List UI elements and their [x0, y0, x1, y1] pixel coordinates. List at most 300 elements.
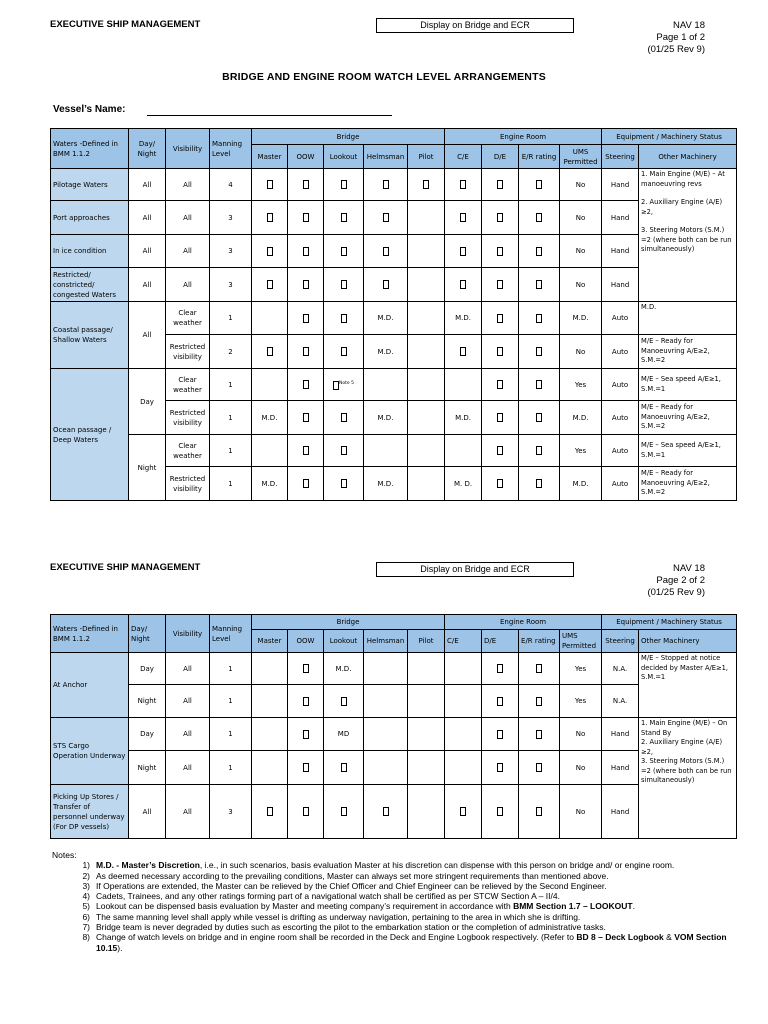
other-machinery-cell: [639, 169, 737, 302]
checkbox-icon: [303, 446, 309, 455]
oow-cell: [288, 467, 324, 501]
master-cell: [252, 369, 288, 401]
oow-cell: [288, 302, 324, 335]
er-rating-cell: [519, 685, 560, 718]
note-number: 1): [82, 860, 90, 871]
checkbox-icon: [497, 479, 503, 488]
document-reference: [585, 563, 705, 599]
helmsman-cell: [364, 169, 408, 201]
visibility-cell: All: [166, 785, 210, 839]
col-pilot: Pilot: [408, 145, 445, 169]
col-day-night: Day/ Night: [129, 615, 166, 653]
checkbox-icon: [497, 664, 503, 673]
col-de: D/E: [482, 630, 519, 653]
visibility-cell: All: [166, 685, 210, 718]
checkbox-icon: [536, 380, 542, 389]
note-number: 6): [82, 911, 90, 922]
er-rating-cell: [519, 369, 560, 401]
lookout-cell: [324, 201, 364, 235]
pilot-cell: [408, 201, 445, 235]
steering-cell: Hand: [602, 268, 639, 302]
ums-cell: No: [560, 718, 602, 751]
helmsman-cell: M.D.: [364, 467, 408, 501]
ums-cell: No: [560, 169, 602, 201]
steering-cell: Hand: [602, 718, 639, 751]
lookout-cell: [324, 302, 364, 335]
col-helmsman: Helmsman: [364, 630, 408, 653]
lookout-cell: [324, 401, 364, 435]
notes-heading: Notes:: [52, 850, 77, 860]
ce-cell: [445, 335, 482, 369]
steering-cell: Hand: [602, 235, 639, 268]
form-code: NAV 18: [672, 20, 705, 31]
checkbox-icon: [341, 180, 347, 189]
col-ce: C/E: [445, 145, 482, 169]
master-cell: [252, 201, 288, 235]
master-cell: [252, 268, 288, 302]
other-machinery-cell: M/E – Ready for Manoeuvring A/E≥2, S.M.=2: [639, 467, 737, 501]
note-text: As deemed necessary according to the prevailing conditions, Master can always set more stringent requirements than mentioned above.: [96, 870, 609, 881]
note-number: 3): [82, 880, 90, 891]
note-text: Change of watch levels on bridge and in engine room shall be recorded in the Deck and Engine Logbook respectively. (Refer to: [96, 932, 577, 943]
checkbox-icon: [497, 180, 503, 189]
lookout-cell: [324, 335, 364, 369]
waters-cell: Ocean passage / Deep Waters: [51, 369, 129, 501]
helmsman-cell: [364, 369, 408, 401]
waters-cell: Picking Up Stores / Transfer of personnel underway (For DP vessels): [51, 785, 129, 839]
day-night-cell: All: [129, 235, 166, 268]
oow-cell: [288, 401, 324, 435]
pilot-cell: [408, 235, 445, 268]
note-tail: ).: [117, 942, 123, 953]
checkbox-icon: [303, 697, 309, 706]
pilot-cell: [408, 718, 445, 751]
checkbox-icon: [341, 413, 347, 422]
machinery-line: 3. Steering Motors (S.M.) =2 (where both can be run simultaneously): [641, 226, 732, 253]
de-cell: [482, 751, 519, 785]
checkbox-icon: [303, 664, 309, 673]
checkbox-icon: [497, 213, 503, 222]
ce-cell: M. D.: [445, 467, 482, 501]
checkbox-icon: [303, 213, 309, 222]
visibility-cell: All: [166, 268, 210, 302]
pilot-cell: [408, 751, 445, 785]
machinery-line: 1. Main Engine (M/E) – On Stand By: [641, 719, 728, 737]
de-cell: [482, 685, 519, 718]
table-row: [51, 169, 737, 201]
pilot-cell: [408, 302, 445, 335]
helmsman-cell: M.D.: [364, 302, 408, 335]
page-title: BRIDGE AND ENGINE ROOM WATCH LEVEL ARRANGEMENTS: [222, 71, 546, 83]
er-rating-cell: [519, 268, 560, 302]
helmsman-cell: [364, 685, 408, 718]
oow-cell: [288, 235, 324, 268]
ce-cell: [445, 369, 482, 401]
er-rating-cell: [519, 751, 560, 785]
table-row: [51, 751, 737, 785]
col-steering: Steering: [602, 630, 639, 653]
manning-cell: 1: [210, 401, 252, 435]
checkbox-icon: [341, 446, 347, 455]
checkbox-icon: [497, 807, 503, 816]
note-item: [52, 860, 742, 870]
ums-cell: No: [560, 201, 602, 235]
visibility-cell: Clear weather: [166, 302, 210, 335]
master-cell: M.D.: [252, 401, 288, 435]
visibility-cell: All: [166, 169, 210, 201]
group-equipment: Equipment / Machinery Status: [602, 129, 737, 145]
checkbox-icon: [497, 446, 503, 455]
master-cell: [252, 685, 288, 718]
checkbox-icon: [267, 247, 273, 256]
revision: (01/25 Rev 9): [647, 587, 705, 598]
de-cell: [482, 201, 519, 235]
checkbox-icon: [536, 247, 542, 256]
pilot-cell: [408, 169, 445, 201]
col-helmsman: Helmsman: [364, 145, 408, 169]
lookout-cell: [324, 169, 364, 201]
checkbox-icon: [423, 180, 429, 189]
col-day-night: Day/ Night: [129, 129, 166, 169]
de-cell: [482, 467, 519, 501]
table-row: [51, 268, 737, 302]
col-er-rating: E/R rating: [519, 145, 560, 169]
de-cell: [482, 653, 519, 685]
checkbox-icon: [497, 247, 503, 256]
machinery-line: 2. Auxiliary Engine (A/E) ≥2,: [641, 738, 723, 756]
display-location-box: Display on Bridge and ECR: [376, 562, 574, 577]
checkbox-icon: [536, 479, 542, 488]
master-cell: [252, 169, 288, 201]
checkbox-icon: [303, 413, 309, 422]
checkbox-icon: [383, 807, 389, 816]
er-rating-cell: [519, 302, 560, 335]
er-rating-cell: [519, 435, 560, 467]
display-location-box: Display on Bridge and ECR: [376, 18, 574, 33]
col-manning-level: Manning Level: [210, 615, 252, 653]
pilot-cell: [408, 685, 445, 718]
ums-cell: Yes: [560, 685, 602, 718]
steering-cell: N.A.: [602, 685, 639, 718]
checkbox-icon: [341, 314, 347, 323]
form-code: NAV 18: [672, 563, 705, 574]
group-engine-room: Engine Room: [445, 615, 602, 630]
col-visibility: Visibility: [166, 129, 210, 169]
checkbox-icon: [536, 413, 542, 422]
lookout-cell: [324, 685, 364, 718]
waters-cell: At Anchor: [51, 653, 129, 718]
manning-cell: 3: [210, 268, 252, 302]
document-reference: [585, 20, 705, 56]
master-cell: [252, 235, 288, 268]
day-night-cell: Night: [129, 435, 166, 501]
col-de: D/E: [482, 145, 519, 169]
oow-cell: [288, 751, 324, 785]
manning-cell: 3: [210, 235, 252, 268]
other-machinery-cell: M/E – Stopped at notice decided by Master A/E≥1, S.M.=1: [639, 653, 737, 718]
note-number: 5): [82, 901, 90, 912]
note-reference: Note 5: [339, 380, 354, 386]
manning-cell: 1: [210, 369, 252, 401]
ums-cell: No: [560, 268, 602, 302]
col-waters: Waters -Defined in BMM 1.1.2: [51, 129, 129, 169]
checkbox-icon: [497, 697, 503, 706]
note-item: [52, 891, 742, 901]
ce-cell: [445, 685, 482, 718]
oow-cell: [288, 169, 324, 201]
ce-cell: [445, 653, 482, 685]
checkbox-icon: [497, 347, 503, 356]
page-number: Page 2 of 2: [656, 575, 705, 586]
de-cell: [482, 268, 519, 302]
visibility-cell: Clear weather: [166, 369, 210, 401]
master-cell: [252, 435, 288, 467]
er-rating-cell: [519, 785, 560, 839]
checkbox-icon: [341, 280, 347, 289]
checkbox-icon: [303, 347, 309, 356]
table-row: [51, 718, 737, 751]
checkbox-icon: [383, 280, 389, 289]
other-machinery-cell: M/E – Ready for Manoeuvring A/E≥2, S.M.=2: [639, 335, 737, 369]
group-engine-room: Engine Room: [445, 129, 602, 145]
manning-cell: 2: [210, 335, 252, 369]
table-row: [51, 435, 737, 467]
master-cell: M.D.: [252, 467, 288, 501]
checkbox-icon: [303, 807, 309, 816]
er-rating-cell: [519, 201, 560, 235]
helmsman-cell: [364, 785, 408, 839]
lookout-cell: MD: [324, 718, 364, 751]
checkbox-icon: [497, 280, 503, 289]
steering-cell: Auto: [602, 302, 639, 335]
company-name: EXECUTIVE SHIP MANAGEMENT: [50, 562, 201, 573]
company-name: EXECUTIVE SHIP MANAGEMENT: [50, 19, 201, 30]
ce-cell: [445, 718, 482, 751]
checkbox-icon: [497, 413, 503, 422]
machinery-line: 2. Auxiliary Engine (A/E) ≥2,: [641, 198, 723, 216]
note-bold: VOM Section 10.15: [96, 932, 727, 953]
col-ums: UMS Permitted: [560, 630, 602, 653]
de-cell: [482, 169, 519, 201]
checkbox-icon: [536, 763, 542, 772]
pilot-cell: [408, 653, 445, 685]
master-cell: [252, 785, 288, 839]
lookout-cell: [324, 369, 364, 401]
checkbox-icon: [303, 479, 309, 488]
ce-cell: [445, 785, 482, 839]
checkbox-icon: [536, 730, 542, 739]
checkbox-icon: [303, 730, 309, 739]
table-row: [51, 369, 737, 401]
col-master: Master: [252, 630, 288, 653]
checkbox-icon: [267, 280, 273, 289]
note-text: Bridge team is never degraded by duties such as escorting the pilot to the embarkation station or the completion of administrative tasks.: [96, 922, 606, 933]
helmsman-cell: M.D.: [364, 335, 408, 369]
checkbox-icon: [341, 213, 347, 222]
waters-cell: STS Cargo Operation Underway: [51, 718, 129, 785]
note-text: If Operations are extended, the Master can be relieved by the Chief Officer and Chief Engineer can be relieved by the Second Engineer.: [96, 880, 607, 891]
pilot-cell: [408, 467, 445, 501]
er-rating-cell: [519, 235, 560, 268]
steering-cell: Auto: [602, 401, 639, 435]
checkbox-icon: [497, 763, 503, 772]
steering-cell: Auto: [602, 467, 639, 501]
ums-cell: Yes: [560, 653, 602, 685]
oow-cell: [288, 369, 324, 401]
checkbox-icon: [460, 213, 466, 222]
steering-cell: Auto: [602, 369, 639, 401]
ums-cell: No: [560, 785, 602, 839]
lookout-cell: [324, 467, 364, 501]
helmsman-cell: [364, 718, 408, 751]
checkbox-icon: [303, 247, 309, 256]
day-night-cell: Night: [129, 751, 166, 785]
ums-cell: M.D.: [560, 467, 602, 501]
machinery-line: 3. Steering Motors (S.M.) =2 (where both can be run simultaneously): [641, 757, 732, 784]
visibility-cell: Restricted visibility: [166, 467, 210, 501]
checkbox-icon: [460, 180, 466, 189]
checkbox-icon: [303, 380, 309, 389]
master-cell: [252, 751, 288, 785]
note-item: [52, 912, 742, 922]
vessel-name-field[interactable]: [147, 115, 392, 116]
lookout-cell: [324, 751, 364, 785]
checkbox-icon: [497, 380, 503, 389]
manning-cell: 1: [210, 653, 252, 685]
oow-cell: [288, 653, 324, 685]
steering-cell: Auto: [602, 335, 639, 369]
note-tail: .: [632, 901, 635, 912]
checkbox-icon: [536, 280, 542, 289]
helmsman-cell: [364, 653, 408, 685]
day-night-cell: All: [129, 169, 166, 201]
visibility-cell: All: [166, 235, 210, 268]
checkbox-icon: [536, 213, 542, 222]
checkbox-icon: [383, 247, 389, 256]
col-lookout: Lookout: [324, 630, 364, 653]
visibility-cell: All: [166, 653, 210, 685]
other-machinery-cell: M.D.: [639, 302, 737, 335]
ums-cell: No: [560, 235, 602, 268]
er-rating-cell: [519, 169, 560, 201]
visibility-cell: Restricted visibility: [166, 401, 210, 435]
oow-cell: [288, 435, 324, 467]
manning-cell: 1: [210, 685, 252, 718]
table-row: [51, 653, 737, 685]
steering-cell: Hand: [602, 751, 639, 785]
note-bold: BMM Section 1.7 – LOOKOUT: [513, 901, 633, 912]
lookout-cell: [324, 435, 364, 467]
steering-cell: Auto: [602, 435, 639, 467]
checkbox-icon: [267, 807, 273, 816]
ce-cell: [445, 435, 482, 467]
checkbox-icon: [460, 280, 466, 289]
helmsman-cell: [364, 201, 408, 235]
steering-cell: Hand: [602, 201, 639, 235]
col-ums: UMS Permitted: [560, 145, 602, 169]
de-cell: [482, 785, 519, 839]
day-night-cell: Day: [129, 653, 166, 685]
note-item: [52, 881, 742, 891]
checkbox-icon: [497, 730, 503, 739]
col-oow: OOW: [288, 145, 324, 169]
de-cell: [482, 718, 519, 751]
group-equipment: Equipment / Machinery Status: [602, 615, 737, 630]
header-row-1: [51, 615, 737, 630]
checkbox-icon: [341, 247, 347, 256]
revision: (01/25 Rev 9): [647, 44, 705, 55]
col-pilot: Pilot: [408, 630, 445, 653]
manning-cell: 4: [210, 169, 252, 201]
checkbox-icon: [341, 347, 347, 356]
er-rating-cell: [519, 467, 560, 501]
note-mid: &: [663, 932, 675, 943]
de-cell: [482, 235, 519, 268]
note-item: [52, 871, 742, 881]
checkbox-icon: [383, 213, 389, 222]
visibility-cell: All: [166, 718, 210, 751]
pilot-cell: [408, 435, 445, 467]
ce-cell: [445, 751, 482, 785]
ums-cell: Yes: [560, 435, 602, 467]
note-text: The same manning level shall apply while vessel is drifting as underway navigation, pertaining to the area in which she is drifting.: [96, 911, 581, 922]
col-oow: OOW: [288, 630, 324, 653]
manning-cell: 1: [210, 718, 252, 751]
other-machinery-cell: [639, 718, 737, 839]
oow-cell: [288, 268, 324, 302]
other-machinery-cell: M/E – Sea speed A/E≥1, S.M.=1: [639, 369, 737, 401]
checkbox-icon: [536, 697, 542, 706]
group-bridge: Bridge: [252, 129, 445, 145]
master-cell: [252, 302, 288, 335]
watch-level-table-1: [50, 128, 737, 501]
checkbox-icon: [460, 807, 466, 816]
watch-level-table-2: [50, 614, 737, 839]
group-bridge: Bridge: [252, 615, 445, 630]
checkbox-icon: [267, 347, 273, 356]
steering-cell: Hand: [602, 169, 639, 201]
note-number: 7): [82, 922, 90, 933]
checkbox-icon: [303, 280, 309, 289]
table-row: [51, 201, 737, 235]
oow-cell: [288, 201, 324, 235]
day-night-cell: Night: [129, 685, 166, 718]
lookout-cell: M.D.: [324, 653, 364, 685]
day-night-cell: Day: [129, 369, 166, 435]
lookout-cell: [324, 268, 364, 302]
col-er-rating: E/R rating: [519, 630, 560, 653]
de-cell: [482, 435, 519, 467]
col-other-machinery: Other Machinery: [639, 145, 737, 169]
checkbox-icon: [536, 314, 542, 323]
checkbox-icon: [536, 664, 542, 673]
helmsman-cell: M.D.: [364, 401, 408, 435]
de-cell: [482, 369, 519, 401]
visibility-cell: All: [166, 201, 210, 235]
checkbox-icon: [267, 213, 273, 222]
pilot-cell: [408, 268, 445, 302]
other-machinery-cell: M/E – Ready for Manoeuvring A/E≥2, S.M.=2: [639, 401, 737, 435]
er-rating-cell: [519, 401, 560, 435]
lookout-cell: [324, 785, 364, 839]
helmsman-cell: [364, 268, 408, 302]
ums-cell: M.D.: [560, 401, 602, 435]
waters-cell: Port approaches: [51, 201, 129, 235]
checkbox-icon: [383, 180, 389, 189]
pilot-cell: [408, 401, 445, 435]
checkbox-icon: [460, 247, 466, 256]
table-row: [51, 302, 737, 335]
